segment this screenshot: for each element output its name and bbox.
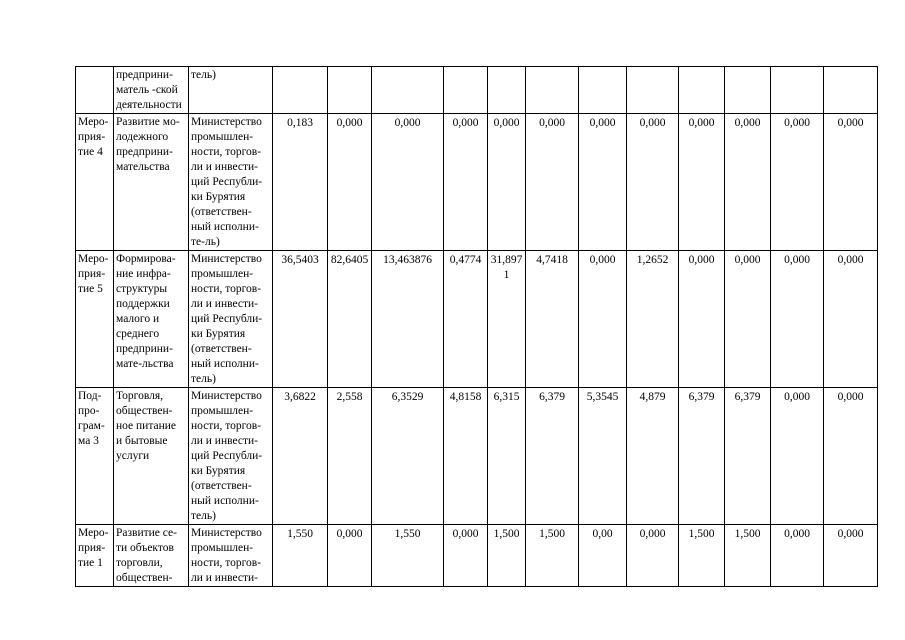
value: 6,379 xyxy=(688,391,715,403)
measure-name-cell xyxy=(76,67,114,114)
measure-title: Развитие се- ти объектов торговли, обществен- xyxy=(116,527,177,584)
responsible-executor: Министерство промышлен- ности, торгов- ли и инвести- ций Республи- ки Бурятия (ответствен- ный исполни- тель) xyxy=(191,390,263,522)
value: 0,000 xyxy=(589,117,616,129)
measure-name: Под- про- грам- ма 3 xyxy=(78,390,105,447)
value-cell xyxy=(679,525,725,587)
value-cell xyxy=(771,251,824,388)
responsible-cell xyxy=(189,388,273,525)
value-cell xyxy=(771,67,824,114)
table-body xyxy=(76,67,878,587)
value-cell xyxy=(444,388,488,525)
measure-title-cell xyxy=(114,67,189,114)
measure-title-cell xyxy=(114,251,189,388)
responsible-cell xyxy=(189,525,273,587)
value-cell xyxy=(328,388,372,525)
budget-table xyxy=(75,66,878,587)
value: 0,000 xyxy=(837,117,864,129)
value: 1,550 xyxy=(394,528,421,540)
value-cell xyxy=(627,251,679,388)
value: 0,000 xyxy=(784,528,810,540)
value-cell xyxy=(488,114,526,251)
value: 0,000 xyxy=(336,528,363,540)
value: 1,2652 xyxy=(636,254,669,266)
value-cell xyxy=(579,251,627,388)
value: 0,000 xyxy=(589,254,616,266)
value: 6,379 xyxy=(539,391,565,403)
value-cell xyxy=(328,67,372,114)
value: 31,897 1 xyxy=(490,254,523,281)
measure-title: Формирова- ние инфра- структуры поддержки малого и среднего предприни- мате-льства xyxy=(116,253,176,370)
value: 3,6822 xyxy=(284,391,316,403)
value-cell xyxy=(372,525,444,587)
value-cell xyxy=(579,388,627,525)
value-cell xyxy=(725,388,771,525)
value-cell xyxy=(679,67,725,114)
value: 6,379 xyxy=(734,391,761,403)
value: 0,000 xyxy=(688,254,715,266)
value: 0,000 xyxy=(837,254,864,266)
value-cell xyxy=(444,251,488,388)
value: 0,000 xyxy=(784,117,810,129)
table-row xyxy=(76,67,878,114)
value-cell xyxy=(725,67,771,114)
measure-title: Развитие мо- лодежного предприни- мательства xyxy=(116,116,180,173)
value: 0,000 xyxy=(784,391,810,403)
value-cell xyxy=(328,525,372,587)
value: 0,000 xyxy=(452,117,479,129)
value: 4,879 xyxy=(639,391,666,403)
value: 0,000 xyxy=(784,254,810,266)
value-cell xyxy=(273,525,328,587)
value: 2,558 xyxy=(336,391,363,403)
value: 4,7418 xyxy=(536,254,568,266)
responsible-executor: Министерство промышлен- ности, торгов- ли и инвести- ций Республи- ки Бурятия (ответствен- ный исполни- те-ль) xyxy=(191,116,263,248)
value-cell xyxy=(444,67,488,114)
value-cell xyxy=(526,67,579,114)
responsible-executor: Министерство промышлен- ности, торгов- ли и инвести- xyxy=(191,527,262,584)
value: 36,5403 xyxy=(281,254,319,266)
measure-title: Торговля, обществен- ное питание и бытовые услуги xyxy=(116,390,177,462)
value-cell xyxy=(824,251,878,388)
table-row xyxy=(76,114,878,251)
responsible-executor: Министерство промышлен- ности, торгов- ли и инвести- ций Республи- ки Бурятия (ответствен- ный исполни- тель) xyxy=(191,253,263,385)
value-cell xyxy=(725,525,771,587)
value: 0,000 xyxy=(639,528,666,540)
value-cell xyxy=(328,114,372,251)
value-cell xyxy=(579,67,627,114)
measure-name: Меро- прия- тие 5 xyxy=(78,253,109,295)
value-cell xyxy=(627,388,679,525)
measure-name: Меро- прия- тие 4 xyxy=(78,116,109,158)
value: 0,183 xyxy=(287,117,313,129)
value: 82,6405 xyxy=(330,254,369,266)
value: 0,4774 xyxy=(449,254,482,266)
value-cell xyxy=(488,67,526,114)
responsible-cell xyxy=(189,67,273,114)
value-cell xyxy=(627,67,679,114)
measure-name: Меро- прия- тие 1 xyxy=(78,527,109,569)
responsible-cell xyxy=(189,251,273,388)
measure-title-cell xyxy=(114,388,189,525)
value-cell xyxy=(679,251,725,388)
value-cell xyxy=(526,114,579,251)
value-cell xyxy=(579,114,627,251)
table-row xyxy=(76,525,878,587)
measure-name-cell xyxy=(76,525,114,587)
value-cell xyxy=(771,114,824,251)
value-cell xyxy=(273,388,328,525)
measure-title-cell xyxy=(114,114,189,251)
value-cell xyxy=(824,525,878,587)
value: 0,000 xyxy=(493,117,520,129)
responsible-cell xyxy=(189,114,273,251)
value-cell xyxy=(771,525,824,587)
value-cell xyxy=(488,525,526,587)
value: 5,3545 xyxy=(586,391,619,403)
value-cell xyxy=(627,114,679,251)
value: 6,3529 xyxy=(391,391,424,403)
value-cell xyxy=(824,388,878,525)
value-cell xyxy=(488,388,526,525)
value-cell xyxy=(273,251,328,388)
value: 1,500 xyxy=(539,528,565,540)
value: 1,550 xyxy=(287,528,313,540)
value: 4,8158 xyxy=(449,391,482,403)
value-cell xyxy=(824,67,878,114)
value-cell xyxy=(372,114,444,251)
value: 0,000 xyxy=(837,528,864,540)
value-cell xyxy=(526,525,579,587)
value-cell xyxy=(273,114,328,251)
value-cell xyxy=(579,525,627,587)
value-cell xyxy=(273,67,328,114)
value-cell xyxy=(372,251,444,388)
value-cell xyxy=(372,388,444,525)
value: 0,000 xyxy=(336,117,363,129)
value: 6,315 xyxy=(493,391,520,403)
value: 0,000 xyxy=(734,254,761,266)
value: 0,000 xyxy=(539,117,565,129)
value-cell xyxy=(526,388,579,525)
measure-name-cell xyxy=(76,388,114,525)
measure-title: предприни- матель -ской деятельности xyxy=(116,69,182,111)
value: 13,463876 xyxy=(383,254,432,266)
measure-title-cell xyxy=(114,525,189,587)
value: 0,000 xyxy=(837,391,864,403)
value: 0,000 xyxy=(639,117,666,129)
value-cell xyxy=(372,67,444,114)
value-cell xyxy=(771,388,824,525)
value: 0,000 xyxy=(734,117,761,129)
value-cell xyxy=(488,251,526,388)
value: 0,000 xyxy=(452,528,479,540)
value: 1,500 xyxy=(688,528,715,540)
value-cell xyxy=(627,525,679,587)
value-cell xyxy=(444,114,488,251)
measure-name-cell xyxy=(76,251,114,388)
value-cell xyxy=(679,114,725,251)
value-cell xyxy=(526,251,579,388)
responsible-executor: тель) xyxy=(191,69,216,81)
value-cell xyxy=(444,525,488,587)
value-cell xyxy=(725,114,771,251)
value: 1,500 xyxy=(493,528,520,540)
table-row xyxy=(76,251,878,388)
value: 0,000 xyxy=(688,117,715,129)
value-cell xyxy=(725,251,771,388)
value-cell xyxy=(328,251,372,388)
value-cell xyxy=(679,388,725,525)
value-cell xyxy=(824,114,878,251)
value: 0,000 xyxy=(394,117,421,129)
measure-name-cell xyxy=(76,114,114,251)
table-row xyxy=(76,388,878,525)
value: 0,00 xyxy=(592,528,613,540)
value: 1,500 xyxy=(734,528,761,540)
